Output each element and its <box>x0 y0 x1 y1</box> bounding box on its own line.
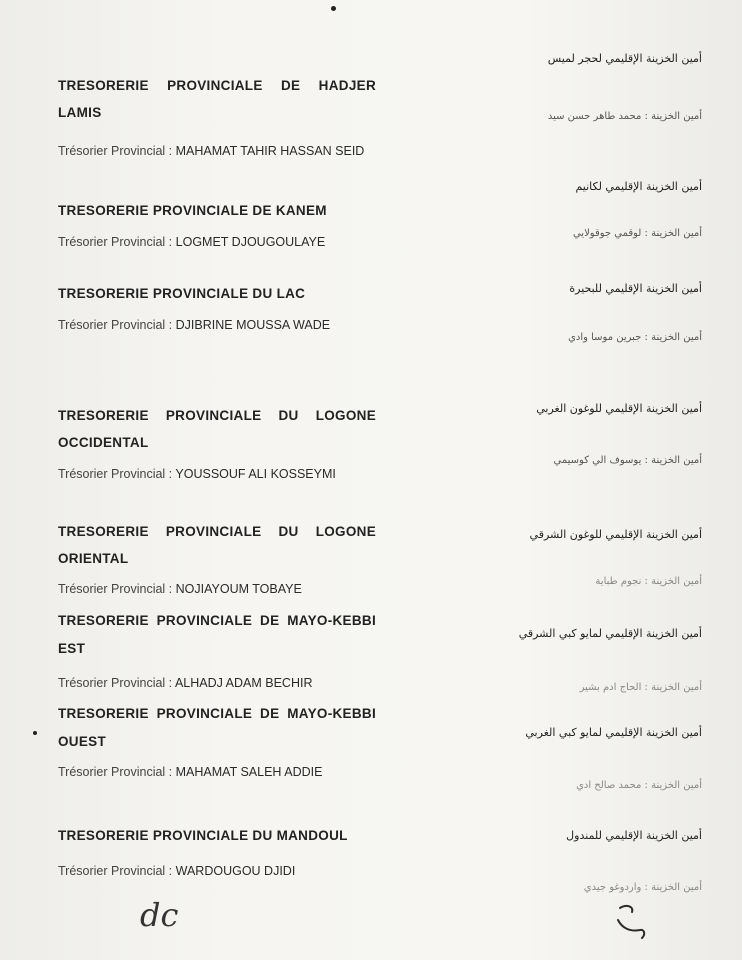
ar-title-lac: أمين الخزينة الإقليمي للبحيرة <box>569 282 702 295</box>
ar-title-kanem: أمين الخزينة الإقليمي لكانيم <box>575 180 702 193</box>
treasurer-label: Trésorier Provincial : <box>58 467 173 481</box>
fr-title-kanem: TRESORERIE PROVINCIALE DE KANEM <box>58 203 327 218</box>
fr-title-logone-occidental: TRESORERIE PROVINCIALE DU LOGONE OCCIDENTAL <box>58 408 376 450</box>
treasurer-name: WARDOUGOU DJIDI <box>175 864 296 878</box>
ar-title-hadjer-lamis: أمين الخزينة الإقليمي لحجر لميس <box>547 52 702 65</box>
ink-dot <box>33 731 37 735</box>
treasurer-label: Trésorier Provincial : <box>58 765 173 779</box>
ar-treasurer-mayo-kebbi-est: أمين الخزينة : الحاج ادم بشير <box>579 682 702 693</box>
fr-title-logone-oriental: TRESORERIE PROVINCIALE DU LOGONE ORIENTAL <box>58 524 376 566</box>
fr-title-lac: TRESORERIE PROVINCIALE DU LAC <box>58 286 306 301</box>
ar-treasurer-hadjer-lamis: أمين الخزينة : محمد طاهر حسن سيد <box>547 111 702 122</box>
ar-treasurer-mayo-kebbi-ouest: أمين الخزينة : محمد صالح ادي <box>576 780 702 791</box>
ar-treasurer-logone-occidental: أمين الخزينة : يوسوف الي كوسيمي <box>553 455 702 466</box>
treasurer-name: MAHAMAT SALEH ADDIE <box>175 765 323 779</box>
fr-treasurer-hadjer-lamis <box>58 138 376 164</box>
fr-treasurer-logone-oriental <box>58 576 376 602</box>
treasurer-name: YOUSSOUF ALI KOSSEYMI <box>175 467 336 481</box>
ar-title-mayo-kebbi-ouest: أمين الخزينة الإقليمي لمايو كبي الغربي <box>525 726 702 739</box>
ar-title-mandoul: أمين الخزينة الإقليمي للمندول <box>566 829 702 842</box>
treasurer-label: Trésorier Provincial : <box>58 318 173 332</box>
fr-treasurer-kanem <box>58 229 376 255</box>
ar-treasurer-lac: أمين الخزينة : جبرين موسا وادي <box>568 332 702 343</box>
ink-dot <box>331 6 336 11</box>
treasurer-label: Trésorier Provincial : <box>58 144 173 158</box>
treasurer-label: Trésorier Provincial : <box>58 235 173 249</box>
treasurer-name: MAHAMAT TAHIR HASSAN SEID <box>175 144 365 158</box>
fr-treasurer-mayo-kebbi-ouest <box>58 759 376 785</box>
fr-treasurer-mayo-kebbi-est <box>58 670 376 696</box>
fr-title-mandoul: TRESORERIE PROVINCIALE DU MANDOUL <box>58 828 348 843</box>
treasurer-label: Trésorier Provincial : <box>58 582 173 596</box>
ar-title-mayo-kebbi-est: أمين الخزينة الإقليمي لمايو كبي الشرقي <box>518 627 702 640</box>
ar-title-logone-occidental: أمين الخزينة الإقليمي للوغون الغربي <box>536 402 702 415</box>
handwritten-initials: dc <box>140 896 179 934</box>
ar-title-logone-oriental: أمين الخزينة الإقليمي للوغون الشرقي <box>529 528 702 541</box>
handwritten-mark <box>612 898 652 948</box>
treasurer-name: NOJIAYOUM TOBAYE <box>175 582 302 596</box>
ar-treasurer-mandoul: أمين الخزينة : واردوغو جيدي <box>583 882 702 893</box>
ar-treasurer-kanem: أمين الخزينة : لوقمي جوقولايي <box>572 228 702 239</box>
fr-treasurer-logone-occidental <box>58 461 376 487</box>
fr-title-hadjer-lamis: TRESORERIE PROVINCIALE DE HADJER LAMIS <box>58 78 376 120</box>
ar-treasurer-logone-oriental: أمين الخزينة : نجوم طباية <box>595 576 702 587</box>
treasurer-name: ALHADJ ADAM BECHIR <box>174 676 313 690</box>
fr-treasurer-mandoul <box>58 858 376 884</box>
treasurer-name: LOGMET DJOUGOULAYE <box>175 235 326 249</box>
fr-treasurer-lac <box>58 312 376 338</box>
treasurer-name: DJIBRINE MOUSSA WADE <box>175 318 331 332</box>
treasurer-label: Trésorier Provincial : <box>58 864 173 878</box>
fr-title-mayo-kebbi-ouest: TRESORERIE PROVINCIALE DE MAYO-KEBBI OUEST <box>58 706 376 749</box>
treasurer-label: Trésorier Provincial : <box>58 676 173 690</box>
fr-title-mayo-kebbi-est: TRESORERIE PROVINCIALE DE MAYO-KEBBI EST <box>58 613 376 656</box>
